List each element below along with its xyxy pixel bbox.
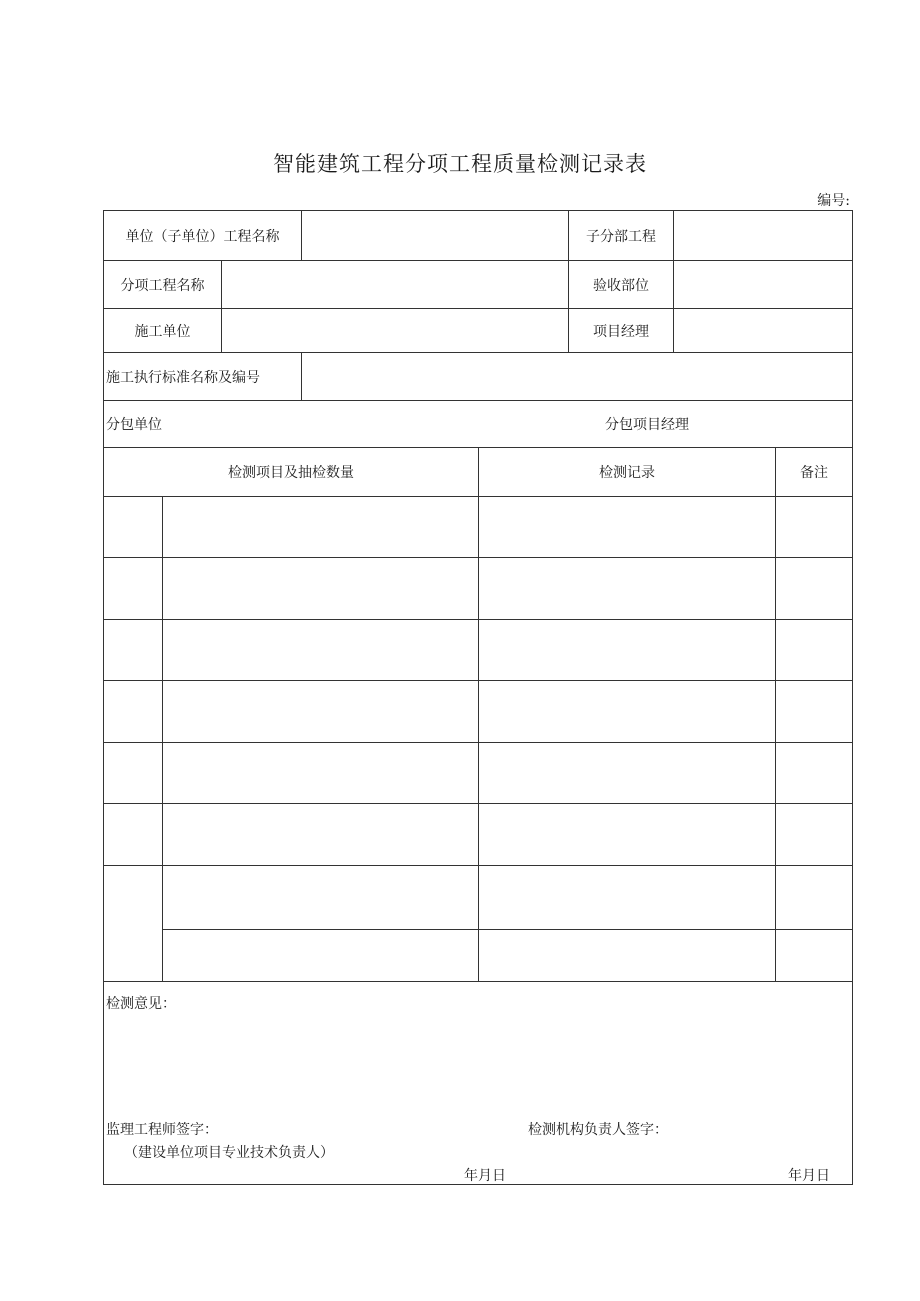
- opinion-label: 检测意见：: [106, 996, 176, 1012]
- unit-project-name-label: 单位（子单位）工程名称: [125, 228, 280, 245]
- table-row[interactable]: [104, 497, 852, 557]
- project-manager-field[interactable]: [674, 309, 852, 352]
- standard-field[interactable]: [302, 353, 852, 400]
- column-header-items: 检测项目及抽检数量: [228, 465, 354, 481]
- table-row[interactable]: [104, 681, 852, 742]
- unit-project-name-field[interactable]: [302, 211, 568, 260]
- form-title: 智能建筑工程分项工程质量检测记录表: [273, 152, 647, 176]
- supervisor-sub-label: （建设单位项目专业技术负责人）: [124, 1145, 334, 1161]
- document-number-label: 编号:: [817, 193, 850, 209]
- date-right: 年月日: [788, 1168, 830, 1184]
- acceptance-part-field[interactable]: [674, 261, 852, 308]
- column-header-record: 检测记录: [599, 465, 655, 481]
- table-row[interactable]: [104, 558, 852, 619]
- supervisor-sign-label: 监理工程师签字：: [106, 1122, 218, 1138]
- sub-item-name-label: 分项工程名称: [120, 277, 205, 294]
- construction-unit-field[interactable]: [222, 309, 568, 352]
- subcontract-manager-label: 分包项目经理: [605, 417, 689, 433]
- sub-division-label: 子分部工程: [586, 228, 656, 245]
- subcontractor-label: 分包单位: [106, 417, 162, 433]
- construction-unit-label: 施工单位: [134, 323, 191, 340]
- column-header-remarks: 备注: [800, 465, 828, 481]
- date-left: 年月日: [464, 1168, 506, 1184]
- acceptance-part-label: 验收部位: [593, 277, 649, 294]
- inspection-form-table: [103, 210, 853, 1185]
- opinion-field[interactable]: [104, 1016, 852, 1116]
- agency-sign-label: 检测机构负责人签字：: [528, 1122, 668, 1138]
- sub-division-field[interactable]: [674, 211, 852, 260]
- table-row[interactable]: [104, 620, 852, 680]
- standard-label: 施工执行标准名称及编号: [106, 369, 260, 386]
- sub-item-name-field[interactable]: [222, 261, 568, 308]
- table-row[interactable]: [104, 804, 852, 865]
- table-row[interactable]: [104, 743, 852, 803]
- table-row[interactable]: [104, 866, 852, 981]
- project-manager-label: 项目经理: [593, 323, 649, 340]
